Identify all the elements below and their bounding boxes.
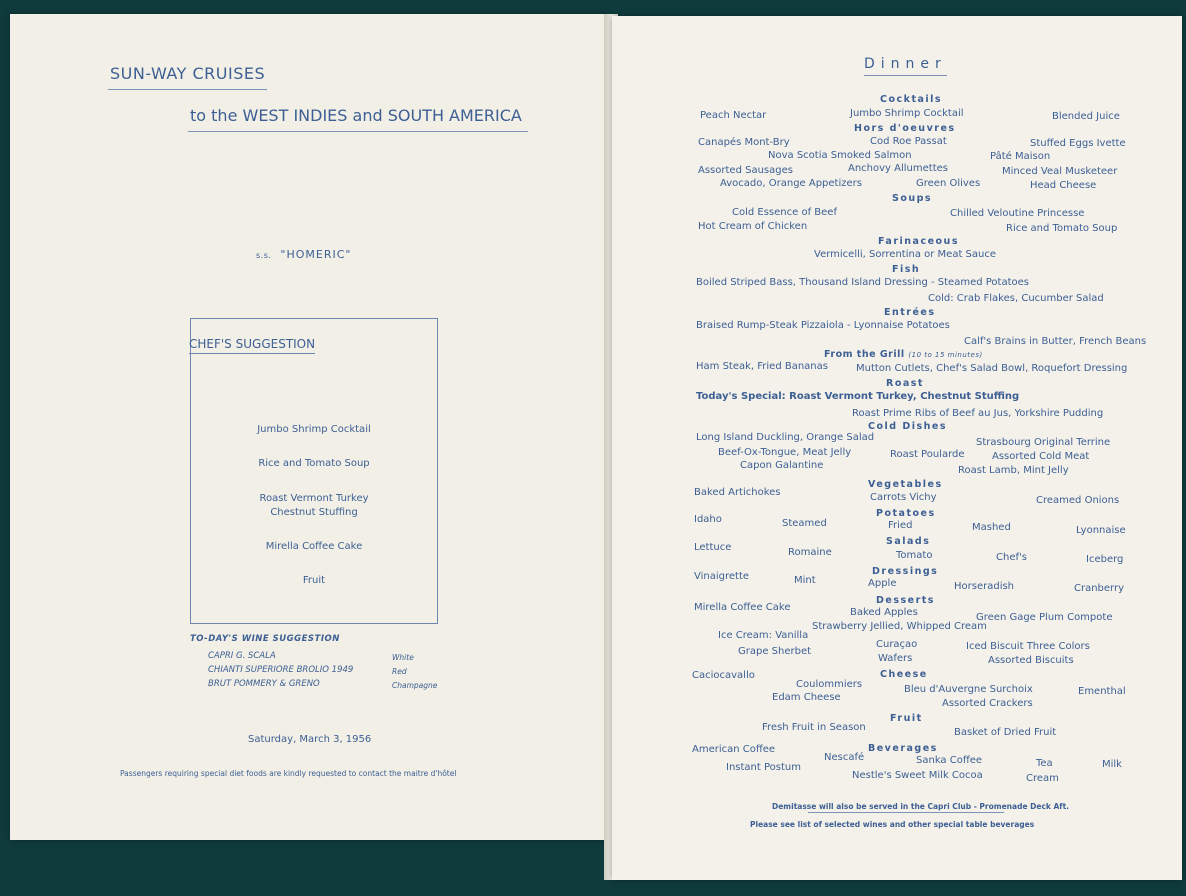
menu-item: Calf's Brains in Butter, French Beans (964, 336, 1147, 347)
menu-item: Lyonnaise (1076, 525, 1126, 536)
right-page (612, 16, 1182, 880)
ship-name (256, 248, 351, 261)
diet-notice: Passengers requiring special diet foods are kindly requested to contact the maitre d'hôtel (120, 769, 457, 778)
menu-item: Assorted Cold Meat (992, 451, 1090, 462)
menu-item: Avocado, Orange Appetizers (720, 178, 862, 189)
menu-item: Romaine (788, 547, 832, 558)
menu-item: Idaho (694, 514, 722, 525)
menu-item: Hot Cream of Chicken (698, 221, 808, 232)
left-page (10, 14, 608, 840)
grill-note: (10 to 15 minutes) (908, 351, 983, 359)
section-fruit: Fruit (890, 713, 923, 724)
chef-item: Roast Vermont Turkey (259, 493, 369, 504)
menu-date: Saturday, March 3, 1956 (248, 734, 372, 745)
cruise-destination: to the WEST INDIES and SOUTH AMERICA (188, 106, 528, 132)
menu-item: Cream (1026, 773, 1059, 784)
menu-item: Anchovy Allumettes (848, 163, 948, 174)
menu-item: Instant Postum (726, 762, 801, 773)
chef-suggestion-box (190, 318, 438, 624)
menu-item: Beef-Ox-Tongue, Meat Jelly (718, 447, 852, 458)
menu-item: Roast Prime Ribs of Beef au Jus, Yorkshire Pudding (852, 408, 1104, 419)
wine-name: BRUT POMMERY & GRENO (208, 679, 320, 689)
menu-item: Vinaigrette (694, 571, 750, 582)
section-salads: Salads (886, 536, 931, 547)
menu-item: Minced Veal Musketeer (1002, 166, 1118, 177)
menu-item: Cold: Crab Flakes, Cucumber Salad (928, 293, 1104, 304)
section-vegetables: Vegetables (868, 479, 943, 490)
menu-item: Wafers (878, 653, 913, 664)
menu-item: Grape Sherbet (738, 646, 812, 657)
menu-item: Pâté Maison (990, 151, 1051, 162)
wine-suggestion-title: TO-DAY'S WINE SUGGESTION (190, 634, 340, 644)
menu-item: Cold Essence of Beef (732, 207, 837, 218)
menu-item: Roast Lamb, Mint Jelly (958, 465, 1069, 476)
section-cocktails: Cocktails (880, 94, 943, 105)
menu-item: Ementhal (1078, 686, 1126, 697)
menu-item: Coulommiers (796, 679, 863, 690)
section-cold-dishes: Cold Dishes (868, 421, 948, 432)
menu-item: Baked Artichokes (694, 487, 781, 498)
footer-divider (808, 812, 1004, 813)
section-grill (824, 349, 983, 360)
menu-item: Ice Cream: Vanilla (718, 630, 809, 641)
menu-item: Vermicelli, Sorrentina or Meat Sauce (814, 249, 997, 260)
menu-item: Assorted Sausages (698, 165, 793, 176)
menu-item: Fried (888, 520, 913, 531)
menu-item: Horseradish (954, 581, 1015, 592)
menu-item: Mashed (972, 522, 1011, 533)
menu-item: Milk (1102, 759, 1122, 770)
menu-item: Peach Nectar (700, 110, 767, 121)
menu-item: Mirella Coffee Cake (694, 602, 791, 613)
menu-item: Creamed Onions (1036, 495, 1120, 506)
cruise-title: SUN-WAY CRUISES (108, 64, 267, 90)
menu-item: Baked Apples (850, 607, 918, 618)
menu-item: Iced Biscuit Three Colors (966, 641, 1090, 652)
chef-item: Fruit (302, 575, 326, 586)
menu-item: Tea (1036, 758, 1053, 769)
wine-type: Red (392, 667, 407, 676)
section-soups: Soups (892, 193, 933, 204)
menu-item: Edam Cheese (772, 692, 841, 703)
chef-suggestion-title: CHEF'S SUGGESTION (189, 337, 315, 354)
menu-item: Stuffed Eggs Ivette (1030, 138, 1126, 149)
menu-item: Fresh Fruit in Season (762, 722, 866, 733)
wine-name: CHIANTI SUPERIORE BROLIO 1949 (208, 665, 354, 675)
menu-item: Lettuce (694, 542, 732, 553)
section-dressings: Dressings (872, 566, 939, 577)
menu-item: Caciocavallo (692, 670, 755, 681)
wine-type: White (392, 653, 414, 662)
section-cheese: Cheese (880, 669, 928, 680)
wine-type: Champagne (392, 681, 438, 690)
menu-item: Nova Scotia Smoked Salmon (768, 150, 912, 161)
menu-item: Sanka Coffee (916, 755, 983, 766)
menu-item: Carrots Vichy (870, 492, 937, 503)
menu-item: Mint (794, 575, 816, 586)
menu-item: Steamed (782, 518, 827, 529)
menu-item: Head Cheese (1030, 180, 1097, 191)
menu-item: Green Olives (916, 178, 981, 189)
chef-item: Chestnut Stuffing (270, 507, 358, 518)
dinner-title: Dinner (864, 56, 947, 76)
section-fish: Fish (892, 264, 921, 275)
menu-item: Basket of Dried Fruit (954, 727, 1057, 738)
section-hors-doeuvres: Hors d'oeuvres (854, 123, 956, 134)
menu-item: Chilled Veloutine Princesse (950, 208, 1085, 219)
menu-item: Jumbo Shrimp Cocktail (850, 108, 964, 119)
menu-item: Blended Juice (1052, 111, 1120, 122)
menu-item: American Coffee (692, 744, 776, 755)
menu-item: Strawberry Jellied, Whipped Cream (812, 621, 987, 632)
menu-item: Boiled Striped Bass, Thousand Island Dressing - Steamed Potatoes (696, 277, 1030, 288)
menu-item: Bleu d'Auvergne Surchoix (904, 684, 1033, 695)
menu-item: Ham Steak, Fried Bananas (696, 361, 828, 372)
chef-item: Mirella Coffee Cake (265, 541, 363, 552)
wine-name: CAPRI G. SCALA (208, 651, 276, 661)
section-beverages: Beverages (868, 743, 938, 754)
menu-item: Green Gage Plum Compote (976, 612, 1113, 623)
menu-item: Cranberry (1074, 583, 1125, 594)
section-roast: Roast (886, 378, 924, 389)
chef-item: Jumbo Shrimp Cocktail (257, 424, 371, 435)
section-entrees: Entrées (884, 307, 936, 318)
menu-item: Nestle's Sweet Milk Cocoa (852, 770, 983, 781)
menu-item: Assorted Biscuits (988, 655, 1074, 666)
menu-item: Iceberg (1086, 554, 1124, 565)
ship-title: "HOMERIC" (280, 248, 352, 261)
menu-item: Mutton Cutlets, Chef's Salad Bowl, Roquefort Dressing (856, 363, 1128, 374)
menu-item: Rice and Tomato Soup (1006, 223, 1118, 234)
todays-special: Today's Special: Roast Vermont Turkey, Chestnut Stuffing (696, 391, 1020, 402)
demitasse-note: Demitasse will also be served in the Capri Club - Promenade Deck Aft. (772, 802, 1070, 811)
menu-item: Apple (868, 578, 897, 589)
menu-item: Long Island Duckling, Orange Salad (696, 432, 875, 443)
menu-item: Curaçao (876, 639, 918, 650)
section-potatoes: Potatoes (876, 508, 936, 519)
menu-item: Cod Roe Passat (870, 136, 947, 147)
ship-prefix: s.s. (256, 251, 272, 260)
menu-item: Capon Galantine (740, 460, 824, 471)
menu-item: Braised Rump-Steak Pizzaiola - Lyonnaise Potatoes (696, 320, 950, 331)
menu-item: Chef's (996, 552, 1027, 563)
wine-list-note: Please see list of selected wines and other special table beverages (750, 820, 1035, 829)
chef-item: Rice and Tomato Soup (258, 458, 370, 469)
menu-item: Nescafé (824, 752, 865, 763)
section-grill-label: From the Grill (824, 349, 905, 360)
section-farinaceous: Farinaceous (878, 236, 959, 247)
section-desserts: Desserts (876, 595, 935, 606)
menu-item: Tomato (896, 550, 933, 561)
menu-item: Roast Poularde (890, 449, 965, 460)
menu-item: Assorted Crackers (942, 698, 1033, 709)
menu-item: Strasbourg Original Terrine (976, 437, 1111, 448)
menu-item: Canapés Mont-Bry (698, 137, 790, 148)
